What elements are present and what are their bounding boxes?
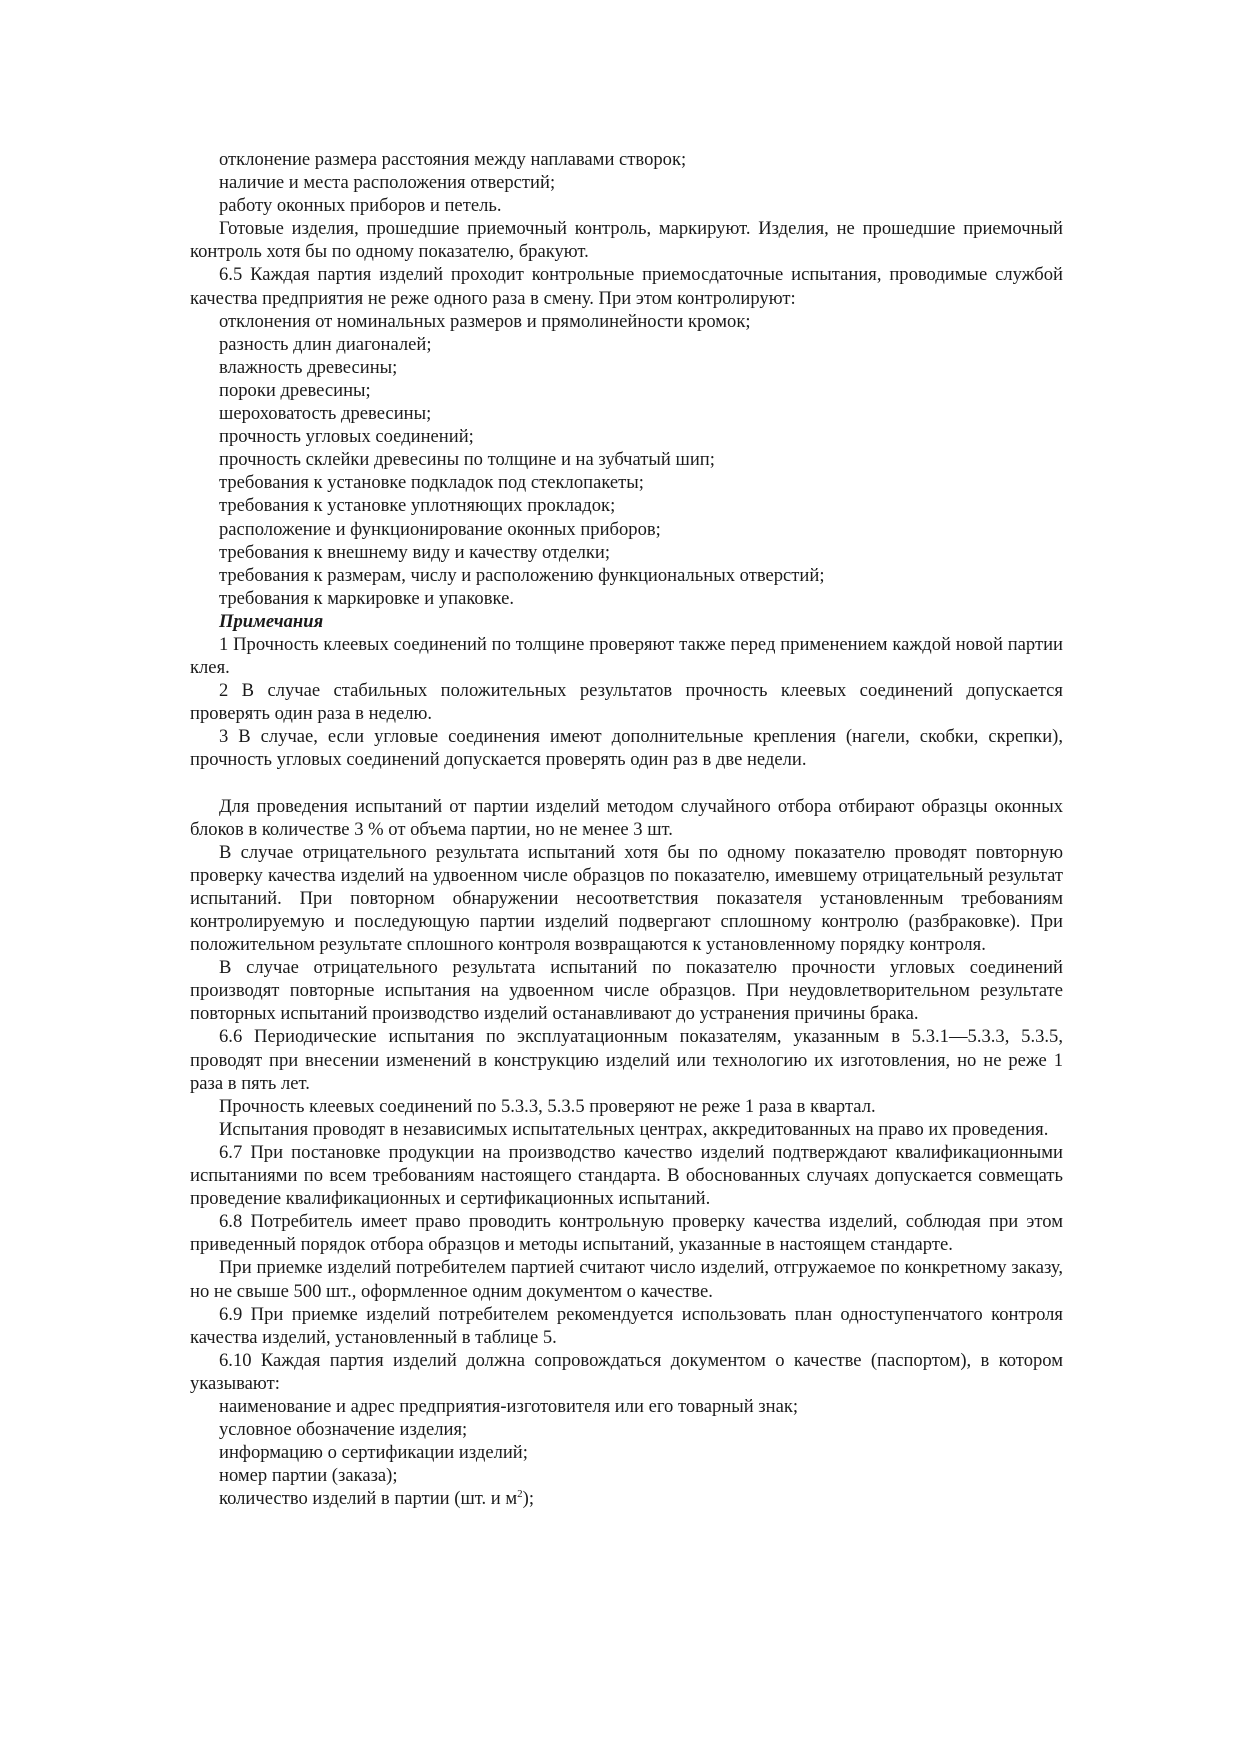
paragraph: Готовые изделия, прошедшие приемочный контроль, маркируют. Изделия, не прошедшие приемочный контроль хотя бы по одному показателю, бракуют.: [190, 218, 1063, 263]
list-item: наименование и адрес предприятия-изготовителя или его товарный знак;: [219, 1395, 799, 1417]
list-item: требования к установке уплотняющих прокладок;: [219, 495, 616, 517]
note-item: 2 В случае стабильных положительных результатов прочность клеевых соединений допускается проверять один раза в неделю.: [190, 680, 1063, 725]
section-6-5: 6.5 Каждая партия изделий проходит контрольные приемосдаточные испытания, проводимые службой качества предприятия не реже одного раза в смену. При этом контролируют:: [190, 264, 1063, 309]
list-item: отклонение размера расстояния между наплавами створок;: [219, 149, 687, 170]
list-item: влажность древесины;: [219, 356, 398, 378]
paragraph: При приемке изделий потребителем партией считают число изделий, отгружаемое по конкретному заказу, но не свыше 500 шт., оформленное одним документом о качестве.: [190, 1257, 1063, 1302]
section-6-7: 6.7 При постановке продукции на производство качество изделий подтверждают квалификационными испытаниями по всем требованиям настоящего стандарта. В обоснованных случаях допускается совмещать проведение квалификационных и сертификационных испытаний.: [190, 1141, 1063, 1210]
list-item: условное обозначение изделия;: [219, 1419, 468, 1441]
list-item: требования к установке подкладок под стеклопакеты;: [219, 472, 644, 494]
list-item: работу оконных приборов и петель.: [219, 195, 502, 217]
quantity-tail: );: [522, 1488, 535, 1510]
note-item: 3 В случае, если угловые соединения имеют дополнительные крепления (нагели, скобки, скрепки), прочность угловых соединений допускается проверять один раз в две недели.: [190, 726, 1063, 771]
list-item: расположение и функционирование оконных приборов;: [219, 518, 661, 540]
paragraph: Испытания проводят в независимых испытательных центрах, аккредитованных на право их проведения.: [219, 1118, 1049, 1140]
paragraph: В случае отрицательного результата испытаний хотя бы по одному показателю проводят повторную проверку качества изделий на удвоенном числе образцов по показателю, имевшему отрицательный результат испытаний. При повторном обнаружении несоответствия показателя установленным требованиям контролируемую и последующую партии изделий подвергают сплошному контролю (разбраковке). При положительном результате сплошного контроля возвращаются к установленному порядку контроля.: [190, 841, 1063, 956]
list-item: разность длин диагоналей;: [219, 333, 432, 355]
paragraph: Для проведения испытаний от партии изделий методом случайного отбора отбирают образцы оконных блоков в количестве 3 % от объема партии, но не менее 3 шт.: [190, 795, 1063, 840]
list-item: номер партии (заказа);: [219, 1465, 398, 1487]
list-item: пороки древесины;: [219, 379, 371, 401]
list-item: информацию о сертификации изделий;: [219, 1442, 528, 1464]
section-6-6: 6.6 Периодические испытания по эксплуатационным показателям, указанным в 5.3.1—5.3.3, 5.3.5, проводят при внесении изменений в конструкцию изделий или технологию их изготовления, но не реже 1 раза в пять лет.: [190, 1026, 1063, 1094]
list-item: прочность угловых соединений;: [219, 426, 474, 448]
blank-line: [190, 772, 1063, 795]
list-item: отклонения от номинальных размеров и прямолинейности кромок;: [219, 310, 751, 332]
section-6-10: 6.10 Каждая партия изделий должна сопровождаться документом о качестве (паспортом), в котором указывают:: [190, 1349, 1063, 1394]
list-item: наличие и места расположения отверстий;: [219, 172, 556, 194]
notes-heading: Примечания: [219, 610, 324, 632]
document-page: [190, 148, 1063, 1510]
section-6-8: 6.8 Потребитель имеет право проводить контрольную проверку качества изделий, соблюдая при этом приведенный порядок отбора образцов и методы испытаний, указанные в настоящем стандарте.: [190, 1211, 1063, 1256]
paragraph: Прочность клеевых соединений по 5.3.3, 5.3.5 проверяют не реже 1 раза в квартал.: [219, 1095, 876, 1117]
superscript: 2: [517, 1488, 523, 1501]
section-6-9: 6.9 При приемке изделий потребителем рекомендуется использовать план одноступенчатого контроля качества изделий, установленный в таблице 5.: [190, 1303, 1063, 1348]
list-item-quantity: [190, 1487, 1063, 1510]
quantity-text: количество изделий в партии (шт. и м: [219, 1488, 518, 1510]
paragraph: В случае отрицательного результата испытаний по показателю прочности угловых соединений производят повторные испытания на удвоенном числе образцов. При неудовлетворительном результате повторных испытаний производство изделий останавливают до устранения причины брака.: [190, 957, 1063, 1025]
list-item: требования к внешнему виду и качеству отделки;: [219, 541, 611, 563]
list-item: шероховатость древесины;: [219, 403, 432, 425]
list-item: требования к маркировке и упаковке.: [219, 587, 514, 609]
list-item: требования к размерам, числу и расположению функциональных отверстий;: [219, 564, 825, 586]
note-item: 1 Прочность клеевых соединений по толщине проверяют также перед применением каждой новой партии клея.: [190, 633, 1063, 679]
list-item: прочность склейки древесины по толщине и на зубчатый шип;: [219, 449, 715, 471]
